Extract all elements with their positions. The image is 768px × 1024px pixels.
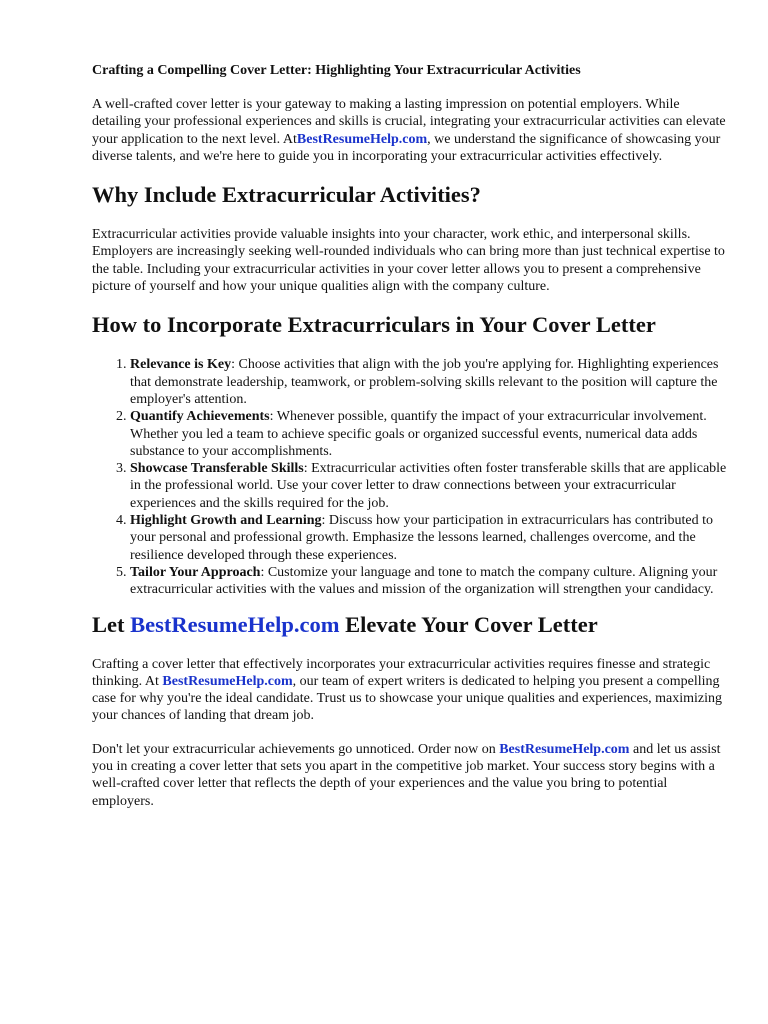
- list-item-label: Tailor Your Approach: [130, 564, 261, 580]
- paragraph-text-after: , our team of expert writers is dedicated to helping you present a compelling case for why you're the ideal candidate. Trust us to showcase your unique qualities and experiences, maximizing your chances of landing that dream job.: [92, 673, 723, 724]
- elevate-paragraph-2: [92, 741, 728, 810]
- list-item: [130, 512, 728, 564]
- list-item-label: Showcase Transferable Skills: [130, 461, 304, 477]
- heading-link[interactable]: BestResumeHelp.com: [130, 611, 340, 637]
- intro-text-before: A well-crafted cover letter is your gateway to making a lasting impression on potential employers. While detailing your professional experiences and skills is crucial, integrating your extracurricular activities can elevate your application to the next level. At: [92, 97, 726, 147]
- list-item: [130, 356, 728, 408]
- heading-text-before: Let: [92, 611, 131, 637]
- paragraph-text-after: and let us assist you in creating a cover letter that sets you apart in the competitive job market. Your success story begins with a well-crafted cover letter that reflects the depth of your experiences and the value you bring to potential employers.: [92, 741, 721, 809]
- list-item-text: : Whenever possible, quantify the impact of your extracurricular involvement. Whether you led a team to achieve specific goals or organized successful events, numerical data adds substance to your accomplishments.: [130, 409, 707, 459]
- section-why-body: Extracurricular activities provide valuable insights into your character, work ethic, and interpersonal skills. Employers are increasingly seeking well-rounded individuals who can bring more than just technical expertise to the table. Including your extracurricular activities in your cover letter allows you to present a comprehensive picture of yourself and how your unique qualities align with the company culture.: [92, 227, 725, 295]
- intro-paragraph: [92, 96, 728, 165]
- list-item: [130, 460, 728, 512]
- paragraph-text-before: Crafting a cover letter that effectively incorporates your extracurricular activities requires finesse and strategic thinking. At: [92, 656, 711, 689]
- list-item-label: Highlight Growth and Learning: [130, 513, 322, 529]
- section-heading-why: Why Include Extracurricular Activities?: [92, 182, 481, 208]
- paragraph-link[interactable]: BestResumeHelp.com: [499, 741, 630, 757]
- list-item-label: Relevance is Key: [130, 357, 232, 373]
- list-item-text: : Extracurricular activities often foster transferable skills that are applicable in the professional world. Use your cover letter to draw connections between your extracurricular experiences and the skills required for the job.: [130, 461, 727, 511]
- list-item-text: : Choose activities that align with the job you're applying for. Highlighting experiences that demonstrate leadership, teamwork, or problem-solving skills relevant to the position will capture the employer's attention.: [130, 357, 719, 407]
- document-title: Crafting a Compelling Cover Letter: Highlighting Your Extracurricular Activities: [92, 63, 581, 78]
- elevate-paragraph-1: [92, 656, 728, 725]
- list-item-text: : Customize your language and tone to match the company culture. Aligning your extracurricular activities with the values and mission of the organization will strengthen your candidacy.: [130, 564, 718, 598]
- paragraph-text-before: Don't let your extracurricular achievements go unnoticed. Order now on: [92, 741, 500, 757]
- section-heading-how: How to Incorporate Extracurriculars in Your Cover Letter: [92, 312, 656, 338]
- section-heading-elevate: [92, 611, 728, 639]
- intro-link[interactable]: BestResumeHelp.com: [296, 131, 428, 147]
- list-item-text: : Discuss how your participation in extracurriculars has contributed to your personal and professional growth. Emphasize the lessons learned, challenges overcome, and the resilience developed through these experiences.: [130, 513, 714, 563]
- intro-text-after: , we understand the significance of showcasing your diverse talents, and we're here to guide you in incorporating your extracurricular activities effectively.: [92, 131, 721, 164]
- list-item: [130, 408, 728, 460]
- paragraph-link[interactable]: BestResumeHelp.com: [162, 673, 293, 689]
- list-item: [130, 564, 728, 599]
- tips-list: [92, 356, 728, 598]
- heading-text-after: Elevate Your Cover Letter: [339, 611, 598, 637]
- list-item-label: Quantify Achievements: [130, 409, 270, 425]
